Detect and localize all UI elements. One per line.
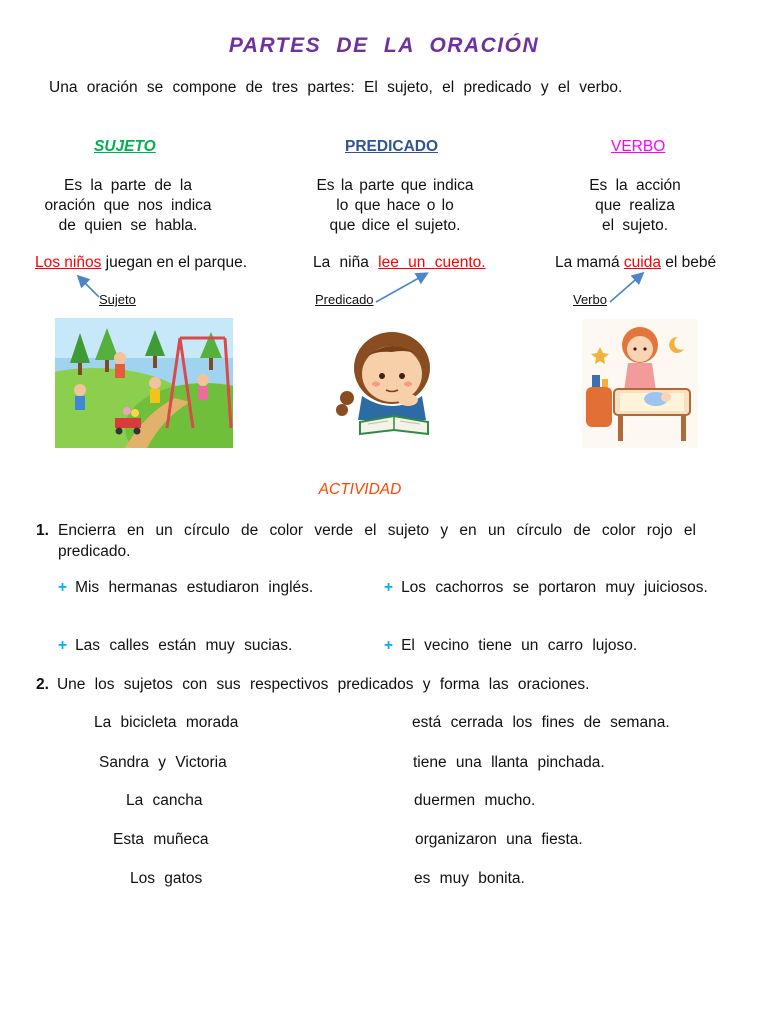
item-text: Las calles están muy sucias. [75,637,293,654]
plus-bullet-icon: + [58,579,68,596]
tag-predicado: Predicado [315,292,374,307]
exercise-item [384,637,637,655]
question-1 [36,520,696,562]
exercise-item [58,579,313,597]
example-text: el bebé [660,254,717,271]
example-text: juegan en el parque. [101,254,248,271]
example-highlight: Los niños [35,254,102,271]
tag-verbo: Verbo [573,292,607,307]
example-text: La mamá [555,254,624,271]
description-line: que dice el sujeto. [329,217,461,234]
arrow-sujeto [79,277,99,297]
mother-baby-illustration [582,319,698,448]
intro-text: Una oración se compone de tres partes: El sujeto, el predicado y el verbo. [49,79,623,96]
item-text: Mis hermanas estudiaron inglés. [75,579,314,596]
predicate-item: está cerrada los fines de semana. [412,714,670,731]
description-line: oración que nos indica [44,197,212,214]
description-line: Es la parte de la [63,177,192,194]
heading-verbo: VERBO [611,138,666,155]
park-illustration [55,318,233,448]
subject-item: Esta muñeca [113,831,209,848]
predicate-item: tiene una llanta pinchada. [413,754,605,771]
subject-item: La bicicleta morada [94,714,239,731]
predicate-item: duermen mucho. [414,792,536,809]
plus-bullet-icon: + [58,637,68,654]
heading-sujeto: SUJETO [94,138,156,155]
arrow-predicado [376,274,426,302]
subject-item: Sandra y Victoria [99,754,227,771]
annotation-arrows [0,0,768,320]
reading-girl-illustration [322,316,466,448]
example-highlight: lee un cuento. [378,254,486,271]
example-highlight: cuida [623,254,661,271]
plus-bullet-icon: + [384,637,394,654]
predicate-item: es muy bonita. [414,870,525,887]
example-text: La niña [313,254,379,271]
description-line: que realiza [595,197,675,214]
description-line: el sujeto. [601,217,669,234]
page-title: PARTES DE LA ORACIÓN [228,34,540,57]
heading-predicado: PREDICADO [345,138,439,155]
exercise-item [58,637,292,655]
activity-title: ACTIVIDAD [318,481,402,498]
exercise-item [384,579,708,597]
description-line: Es la parte que indica [316,177,474,194]
question-text: Encierra en un círculo de color verde el sujeto y en un círculo de color rojo el predicado. [58,522,696,560]
description-line: de quien se habla. [58,217,198,234]
subject-item: Los gatos [130,870,203,887]
arrow-verbo [610,274,642,302]
description-line: lo que hace o lo [336,197,454,214]
subject-item: La cancha [126,792,203,809]
question-text: Une los sujetos con sus respectivos predicados y forma las oraciones. [56,676,590,693]
item-text: El vecino tiene un carro lujoso. [401,637,638,654]
plus-bullet-icon: + [384,579,394,596]
question-2 [36,676,589,694]
tag-sujeto: Sujeto [99,292,136,307]
predicate-item: organizaron una fiesta. [415,831,583,848]
item-text: Los cachorros se portaron muy juiciosos. [401,579,708,596]
question-number: 1. [36,522,49,539]
description-line: Es la acción [589,177,681,194]
question-number: 2. [36,676,49,693]
